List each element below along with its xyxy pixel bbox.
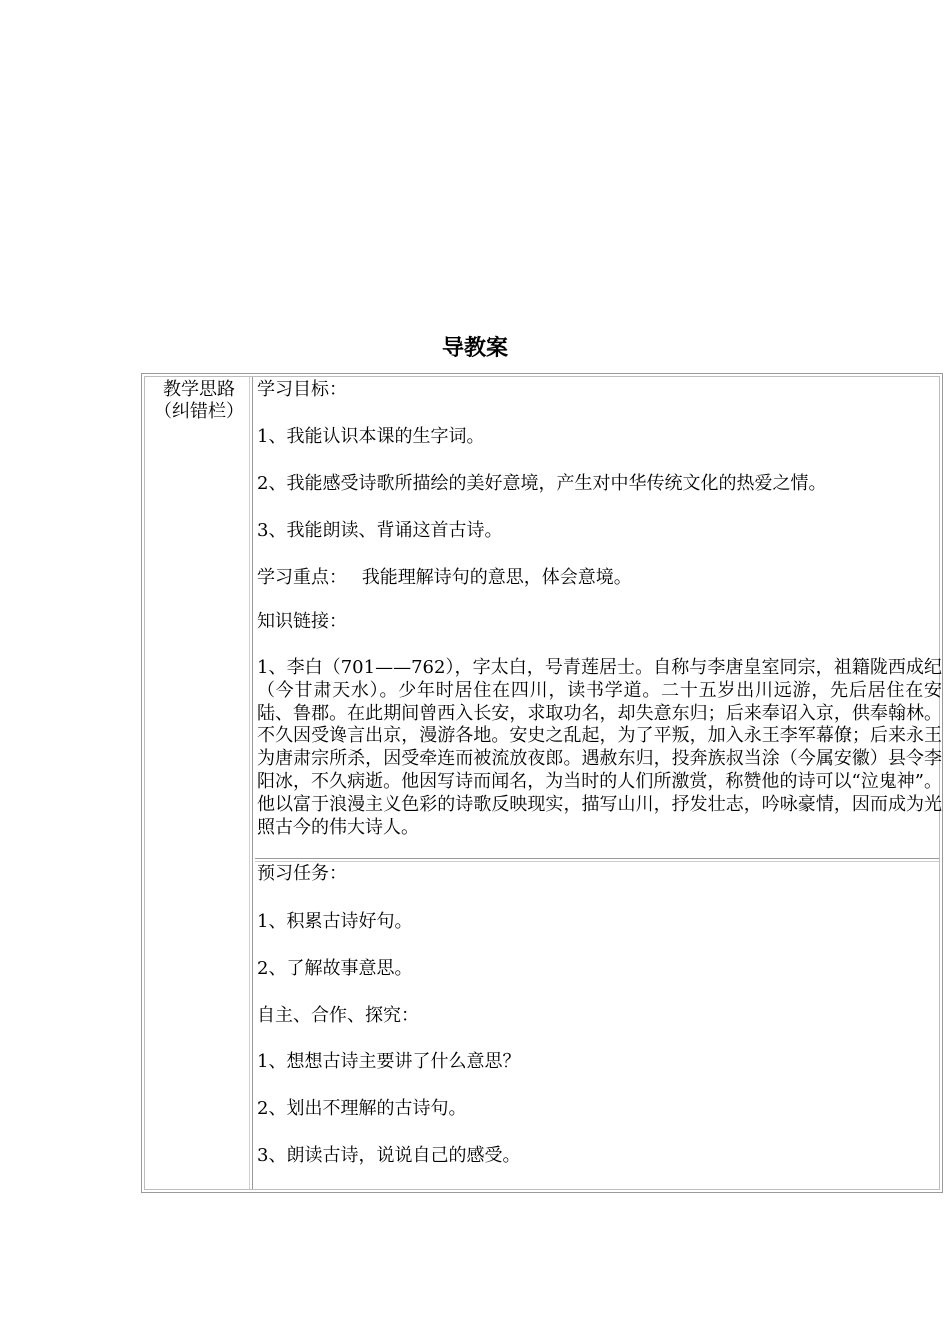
explore-item: 2、划出不理解的古诗句。: [257, 1098, 467, 1119]
lesson-table-inner: [144, 376, 940, 1190]
left-label-line2: （纠错栏）: [154, 401, 244, 422]
goal-item: 3、我能朗读、背诵这首古诗。: [257, 520, 503, 541]
knowledge-heading: 知识链接：: [257, 611, 347, 632]
goal-item: 1、我能认识本课的生字词。: [257, 426, 485, 447]
goal-item: 2、我能感受诗歌所描绘的美好意境，产生对中华传统文化的热爱之情。: [257, 473, 827, 494]
explore-item: 3、朗读古诗，说说自己的感受。: [257, 1145, 521, 1166]
explore-item: 1、想想古诗主要讲了什么意思？: [257, 1051, 521, 1072]
left-column-label: [147, 379, 251, 423]
preview-item: 2、了解故事意思。: [257, 958, 413, 979]
goals-cell: [255, 377, 942, 859]
key-point: 学习重点： 我能理解诗句的意思，体会意境。: [257, 567, 632, 588]
preview-item: 1、积累古诗好句。: [257, 911, 413, 932]
left-label-line1: 教学思路: [163, 379, 235, 400]
knowledge-text: 1、李白（701——762），字太白，号青莲居士。自称与李唐皇室同宗，祖籍陇西成纪（今甘肃天水）。少年时居住在四川，读书学道。二十五岁出川远游，先后居住在安陆、鲁郡。在此期间曾西入长安，求取功名，却失意东归；后来奉诏入京，供奉翰林。不久因受谗言出京，漫游各地。安史之乱起，为了平叛，加入永王李军幕僚；后来永王为唐肃宗所杀，因受牵连而被流放夜郎。遇赦东归，投奔族叔当涂（今属安徽）县令李阳冰，不久病逝。他因写诗而闻名，为当时的人们所激赏，称赞他的诗可以“泣鬼神”。他以富于浪漫主义色彩的诗歌反映现实，描写山川，抒发壮志，吟咏豪情，因而成为光照古今的伟大诗人。: [257, 657, 942, 838]
lesson-table: [141, 373, 943, 1193]
explore-heading: 自主、合作、探究：: [257, 1005, 419, 1026]
goals-heading: 学习目标：: [257, 379, 347, 400]
tasks-cell: [255, 862, 939, 1189]
preview-heading: 预习任务：: [257, 863, 347, 884]
left-column-cell: [145, 377, 253, 1189]
page-title: 导教案: [441, 336, 508, 361]
